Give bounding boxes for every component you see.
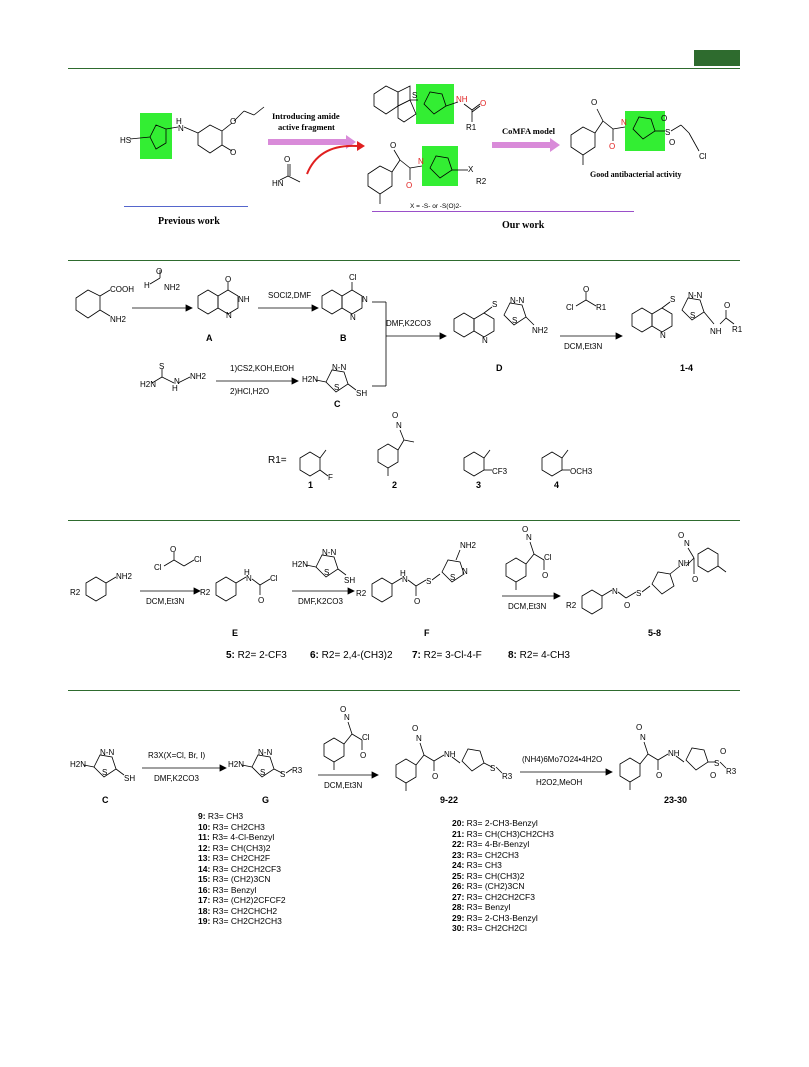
dcm-p-label: DCM,Et3N — [508, 602, 547, 611]
svg-text:N: N — [640, 733, 646, 742]
list-item: 14: R3= CH2CH2CF3 — [198, 863, 281, 874]
n-label: N — [178, 124, 184, 133]
hn-label: HN — [272, 179, 284, 188]
svg-text:N: N — [416, 734, 422, 743]
svg-text:N: N — [350, 313, 356, 322]
list-item: 30: R3= CH2CH2Cl — [452, 923, 527, 933]
list-item: 26: R3= (CH2)3CN — [452, 881, 525, 891]
best-compound-structure — [565, 95, 725, 175]
svg-text:O: O — [432, 772, 439, 781]
list-item: 17: R3= (CH2)2CFCF2 — [198, 895, 286, 905]
r3-list-left — [198, 811, 286, 927]
list-item: 23: R3= CH2CH3 — [452, 849, 519, 860]
svg-text:O: O — [225, 275, 232, 284]
svg-text:H2N: H2N — [292, 560, 309, 569]
benzene-ring — [198, 125, 222, 153]
svg-text:N: N — [402, 575, 408, 584]
svg-text:R2: R2 — [356, 589, 367, 598]
list-item: 24: R3= CH3 — [452, 860, 502, 870]
product-23-30 — [614, 720, 754, 795]
r3-list-right — [452, 818, 554, 934]
good-activity-label: Good antibacterial activity — [590, 170, 682, 179]
svg-text:S: S — [334, 383, 340, 392]
quinazoline-ring — [374, 86, 398, 114]
cooh-label: COOH — [110, 285, 134, 294]
svg-text:N-N: N-N — [258, 748, 273, 757]
svg-text:H: H — [244, 568, 250, 577]
svg-text:O: O — [258, 596, 265, 605]
divider-4 — [68, 690, 740, 691]
divider-3 — [68, 520, 740, 521]
svg-text:O: O — [170, 545, 177, 554]
svg-text:NH2: NH2 — [460, 541, 477, 550]
dcm-g-label: DCM,Et3N — [324, 781, 363, 790]
arrow-to-a — [132, 304, 192, 312]
arrow-to-g — [142, 764, 226, 772]
svg-text:N: N — [482, 336, 488, 345]
svg-text:N: N — [246, 574, 252, 583]
mo-label: (NH4)6Mo7O24•4H2O — [522, 755, 603, 764]
list-item: 22: R3= 4-Br-Benzyl — [452, 839, 530, 849]
r3x-label: R3X(X=Cl, Br, I) — [148, 751, 206, 760]
svg-text:O: O — [583, 285, 590, 294]
svg-text:H2N: H2N — [140, 380, 157, 389]
product-1-4 — [626, 290, 746, 360]
socl2-label: SOCl2,DMF — [268, 291, 312, 300]
svg-text:SH: SH — [344, 576, 356, 585]
svg-text:H: H — [400, 569, 406, 578]
svg-text:NH: NH — [678, 559, 690, 568]
list-item: 21: R3= CH(CH3)CH2CH3 — [452, 828, 554, 839]
svg-text:NH2: NH2 — [164, 283, 181, 292]
arrow-to-9-22 — [318, 771, 378, 779]
label-f: F — [424, 628, 430, 638]
red-arrow — [305, 138, 365, 178]
def-8: 8: R2= 4-CH3 — [508, 650, 570, 661]
r1-num-3: 3 — [476, 480, 482, 490]
svg-text:N-N: N-N — [322, 548, 337, 557]
o-label: O — [230, 148, 237, 157]
svg-text:Cl: Cl — [544, 553, 552, 562]
tolyl-ring — [368, 166, 392, 194]
svg-text:O: O — [661, 114, 668, 123]
svg-text:S: S — [324, 568, 330, 577]
svg-text:H: H — [144, 281, 150, 290]
r1-option-2 — [372, 410, 432, 480]
def-6: 6: R2= 2,4-(CH3)2 — [310, 650, 393, 661]
och3-label: OCH3 — [570, 467, 593, 476]
arrow-to-e — [140, 587, 200, 595]
label-23-30: 23-30 — [664, 795, 688, 805]
intermediate-f — [356, 540, 496, 620]
highlight-top — [416, 84, 454, 124]
r2-label: R2 — [70, 588, 81, 597]
nh-label: H — [176, 117, 182, 126]
svg-text:NH: NH — [238, 295, 250, 304]
svg-text:H2N: H2N — [228, 760, 245, 769]
arrow-to-f — [292, 587, 354, 595]
svg-text:N-N: N-N — [510, 296, 525, 305]
svg-text:NH: NH — [668, 749, 680, 758]
intermediate-e — [200, 565, 290, 615]
cs2-label: 1)CS2,KOH,EtOH — [230, 364, 295, 373]
divider-1 — [68, 68, 740, 69]
svg-text:O: O — [669, 138, 676, 147]
list-item: 10: R3= CH2CH3 — [198, 821, 265, 832]
header-tab — [694, 50, 740, 66]
list-item: 12: R3= CH(CH3)2 — [198, 842, 271, 853]
svg-text:N-N: N-N — [100, 748, 115, 757]
svg-text:S: S — [450, 573, 456, 582]
svg-text:S: S — [670, 295, 676, 304]
arrow-comfa — [492, 138, 562, 152]
r1-num-2: 2 — [392, 480, 398, 490]
svg-text:S: S — [665, 128, 671, 137]
list-item: 13: R3= CH2CH2F — [198, 853, 271, 863]
svg-text:N: N — [612, 587, 618, 596]
svg-text:H: H — [172, 384, 178, 393]
cl-label: Cl — [699, 152, 707, 161]
label-e: E — [232, 628, 239, 638]
svg-text:NH: NH — [456, 95, 468, 104]
svg-text:O: O — [340, 705, 347, 714]
arrow-to-c — [216, 377, 298, 385]
svg-text:NH2: NH2 — [116, 572, 133, 581]
acyl-chloride-r1 — [560, 285, 620, 318]
our-work-bottom-structure — [360, 140, 500, 210]
nh2-label: NH2 — [110, 315, 127, 324]
chloroquinazoline-b — [316, 272, 376, 328]
svg-text:R2: R2 — [566, 601, 577, 610]
svg-text:O: O — [656, 771, 663, 780]
svg-text:R2: R2 — [200, 588, 211, 597]
svg-text:O: O — [724, 301, 731, 310]
svg-text:N: N — [396, 421, 402, 430]
thiadiazole-reagent — [292, 545, 362, 585]
tolyl-ring — [571, 127, 595, 155]
svg-text:NH: NH — [710, 327, 722, 336]
svg-text:S: S — [102, 768, 108, 777]
arrow-to-d — [386, 332, 446, 340]
intermediate-g — [228, 745, 308, 790]
list-item: 28: R3= Benzyl — [452, 902, 511, 912]
r2-label: R2 — [476, 177, 487, 186]
svg-text:O: O — [406, 181, 413, 190]
svg-text:R1: R1 — [732, 325, 743, 334]
benzene-ring — [76, 290, 100, 318]
h2o2-label: H2O2,MeOH — [536, 778, 583, 787]
svg-text:S: S — [690, 311, 696, 320]
svg-text:S: S — [260, 768, 266, 777]
thiosemicarbazide — [140, 362, 210, 395]
svg-text:Cl: Cl — [154, 563, 162, 572]
list-item: 20: R3= 2-CH3-Benzyl — [452, 818, 538, 828]
svg-text:Cl: Cl — [566, 303, 574, 312]
svg-text:NH2: NH2 — [532, 326, 549, 335]
svg-text:Cl: Cl — [194, 555, 202, 564]
svg-text:N: N — [660, 331, 666, 340]
our-work-top-structure — [368, 78, 498, 148]
svg-text:S: S — [490, 764, 496, 773]
acyl-chloride-oxime — [500, 525, 570, 590]
our-work-underline — [372, 211, 634, 212]
arrow-to-1-4 — [560, 332, 622, 340]
dmf-k2co3-label: DMF,K2CO3 — [386, 319, 431, 328]
svg-text:N: N — [526, 533, 532, 542]
quinazolinone-a — [192, 275, 252, 328]
svg-text:N: N — [621, 118, 627, 127]
dcm-label: DCM,Et3N — [564, 342, 603, 351]
comfa-label: CoMFA model — [502, 126, 555, 136]
previous-work-label: Previous work — [158, 216, 220, 227]
svg-text:O: O — [414, 597, 421, 606]
svg-text:S: S — [412, 91, 418, 100]
r1-num-4: 4 — [554, 480, 560, 490]
svg-text:O: O — [609, 142, 616, 151]
r1-num-1: 1 — [308, 480, 314, 490]
aniline-r2 — [70, 565, 140, 610]
intermediate-d — [448, 295, 558, 355]
svg-text:R3: R3 — [502, 772, 513, 781]
label-9-22: 9-22 — [440, 795, 459, 805]
active-fragment-label: active fragment — [278, 122, 335, 132]
svg-text:S: S — [159, 362, 165, 371]
svg-text:O: O — [390, 141, 397, 150]
svg-text:SH: SH — [124, 774, 136, 783]
svg-text:S: S — [714, 759, 720, 768]
r1-label: R1 — [466, 123, 477, 132]
highlight-bottom — [422, 146, 458, 186]
svg-text:H2N: H2N — [70, 760, 87, 769]
svg-text:S: S — [512, 316, 518, 325]
formamide-reagent — [140, 268, 190, 298]
arrow-to-b — [258, 304, 318, 312]
svg-text:N: N — [462, 567, 468, 576]
list-item: 11: R3= 4-Cl-Benzyl — [198, 832, 275, 842]
highlight-previous — [140, 113, 172, 159]
label-d: D — [496, 363, 503, 373]
divider-2 — [68, 260, 740, 261]
def-5: 5: R2= 2-CF3 — [226, 650, 287, 661]
hs-label: HS — [120, 136, 132, 145]
svg-text:N: N — [362, 295, 368, 304]
svg-text:N: N — [344, 713, 350, 722]
our-work-label: Our work — [502, 220, 545, 231]
svg-text:O: O — [156, 267, 163, 276]
svg-text:N-N: N-N — [688, 291, 703, 300]
svg-text:N: N — [226, 311, 232, 320]
dcm-e-label: DCM,Et3N — [146, 597, 185, 606]
svg-text:O: O — [360, 751, 367, 760]
svg-text:O: O — [624, 601, 631, 610]
list-item: 27: R3= CH2CH2CF3 — [452, 891, 535, 902]
svg-text:Cl: Cl — [270, 574, 278, 583]
fluoro-label: F — [328, 473, 333, 482]
x-label: X — [468, 165, 474, 174]
label-g: G — [262, 795, 270, 805]
list-item: 25: R3= CH(CH3)2 — [452, 870, 525, 881]
svg-text:O: O — [591, 98, 598, 107]
merge-bracket — [372, 300, 392, 390]
acyl-chloride-s4 — [318, 705, 388, 770]
svg-text:N: N — [418, 157, 424, 166]
label-5-8: 5-8 — [648, 628, 662, 638]
svg-text:SH: SH — [356, 389, 368, 398]
product-9-22 — [390, 725, 520, 795]
list-item: 16: R3= Benzyl — [198, 884, 257, 895]
svg-text:O: O — [392, 411, 399, 420]
list-item: 18: R3= CH2CHCH2 — [198, 905, 278, 916]
svg-text:O: O — [284, 155, 291, 164]
svg-text:S: S — [426, 577, 432, 586]
aminothiadiazole-thiol-c — [302, 360, 372, 400]
label-b: B — [340, 333, 347, 343]
dmf-g-label: DMF,K2CO3 — [154, 774, 199, 783]
previous-work-structure — [120, 95, 280, 175]
label-c-s4: C — [102, 795, 109, 805]
r1-option-3 — [458, 440, 518, 480]
svg-text:Cl: Cl — [349, 273, 357, 282]
x-definition: X = -S- or -S(O)2- — [410, 203, 462, 210]
r1-option-1 — [294, 440, 344, 480]
def-7: 7: R2= 3-Cl-4-F — [412, 650, 482, 661]
arrow-to-23-30 — [520, 768, 612, 776]
svg-text:N: N — [684, 539, 690, 548]
svg-text:O: O — [480, 99, 487, 108]
svg-text:O: O — [542, 571, 549, 580]
svg-text:R3: R3 — [292, 766, 303, 775]
svg-text:S: S — [492, 300, 498, 309]
svg-text:R1: R1 — [596, 303, 607, 312]
svg-text:O: O — [720, 747, 727, 756]
svg-text:NH2: NH2 — [190, 372, 207, 381]
list-item: 9: R3= CH3 — [198, 811, 244, 821]
label-a: A — [206, 333, 213, 343]
svg-text:O: O — [692, 575, 699, 584]
compound-c-s4 — [70, 745, 140, 790]
introducing-label: Introducing amide — [272, 111, 340, 121]
svg-text:S: S — [280, 770, 286, 779]
label-1-4: 1-4 — [680, 363, 694, 373]
svg-text:Cl: Cl — [362, 733, 370, 742]
hcl-label: 2)HCl,H2O — [230, 387, 270, 396]
product-5-8 — [566, 530, 746, 620]
svg-text:R3: R3 — [726, 767, 737, 776]
list-item: 15: R3= (CH2)3CN — [198, 874, 271, 884]
svg-text:S: S — [636, 589, 642, 598]
svg-text:O: O — [522, 525, 529, 534]
svg-text:O: O — [412, 724, 419, 733]
svg-text:N: N — [174, 377, 180, 386]
svg-text:N-N: N-N — [332, 363, 347, 372]
r1-equals: R1= — [268, 455, 287, 466]
svg-text:O: O — [636, 723, 643, 732]
o-label: O — [230, 117, 237, 126]
r1-option-4 — [536, 440, 606, 480]
arrow-to-5-8 — [502, 592, 560, 600]
svg-text:H2N: H2N — [302, 375, 319, 384]
label-c: C — [334, 399, 341, 409]
list-item: 19: R3= CH2CH2CH3 — [198, 916, 282, 926]
cf3-label: CF3 — [492, 467, 508, 476]
previous-underline — [124, 206, 248, 207]
svg-text:NH: NH — [444, 750, 456, 759]
list-item: 29: R3= 2-CH3-Benzyl — [452, 912, 538, 923]
svg-text:O: O — [710, 771, 717, 780]
dmf-f-label: DMF,K2CO3 — [298, 597, 343, 606]
svg-text:O: O — [678, 531, 685, 540]
